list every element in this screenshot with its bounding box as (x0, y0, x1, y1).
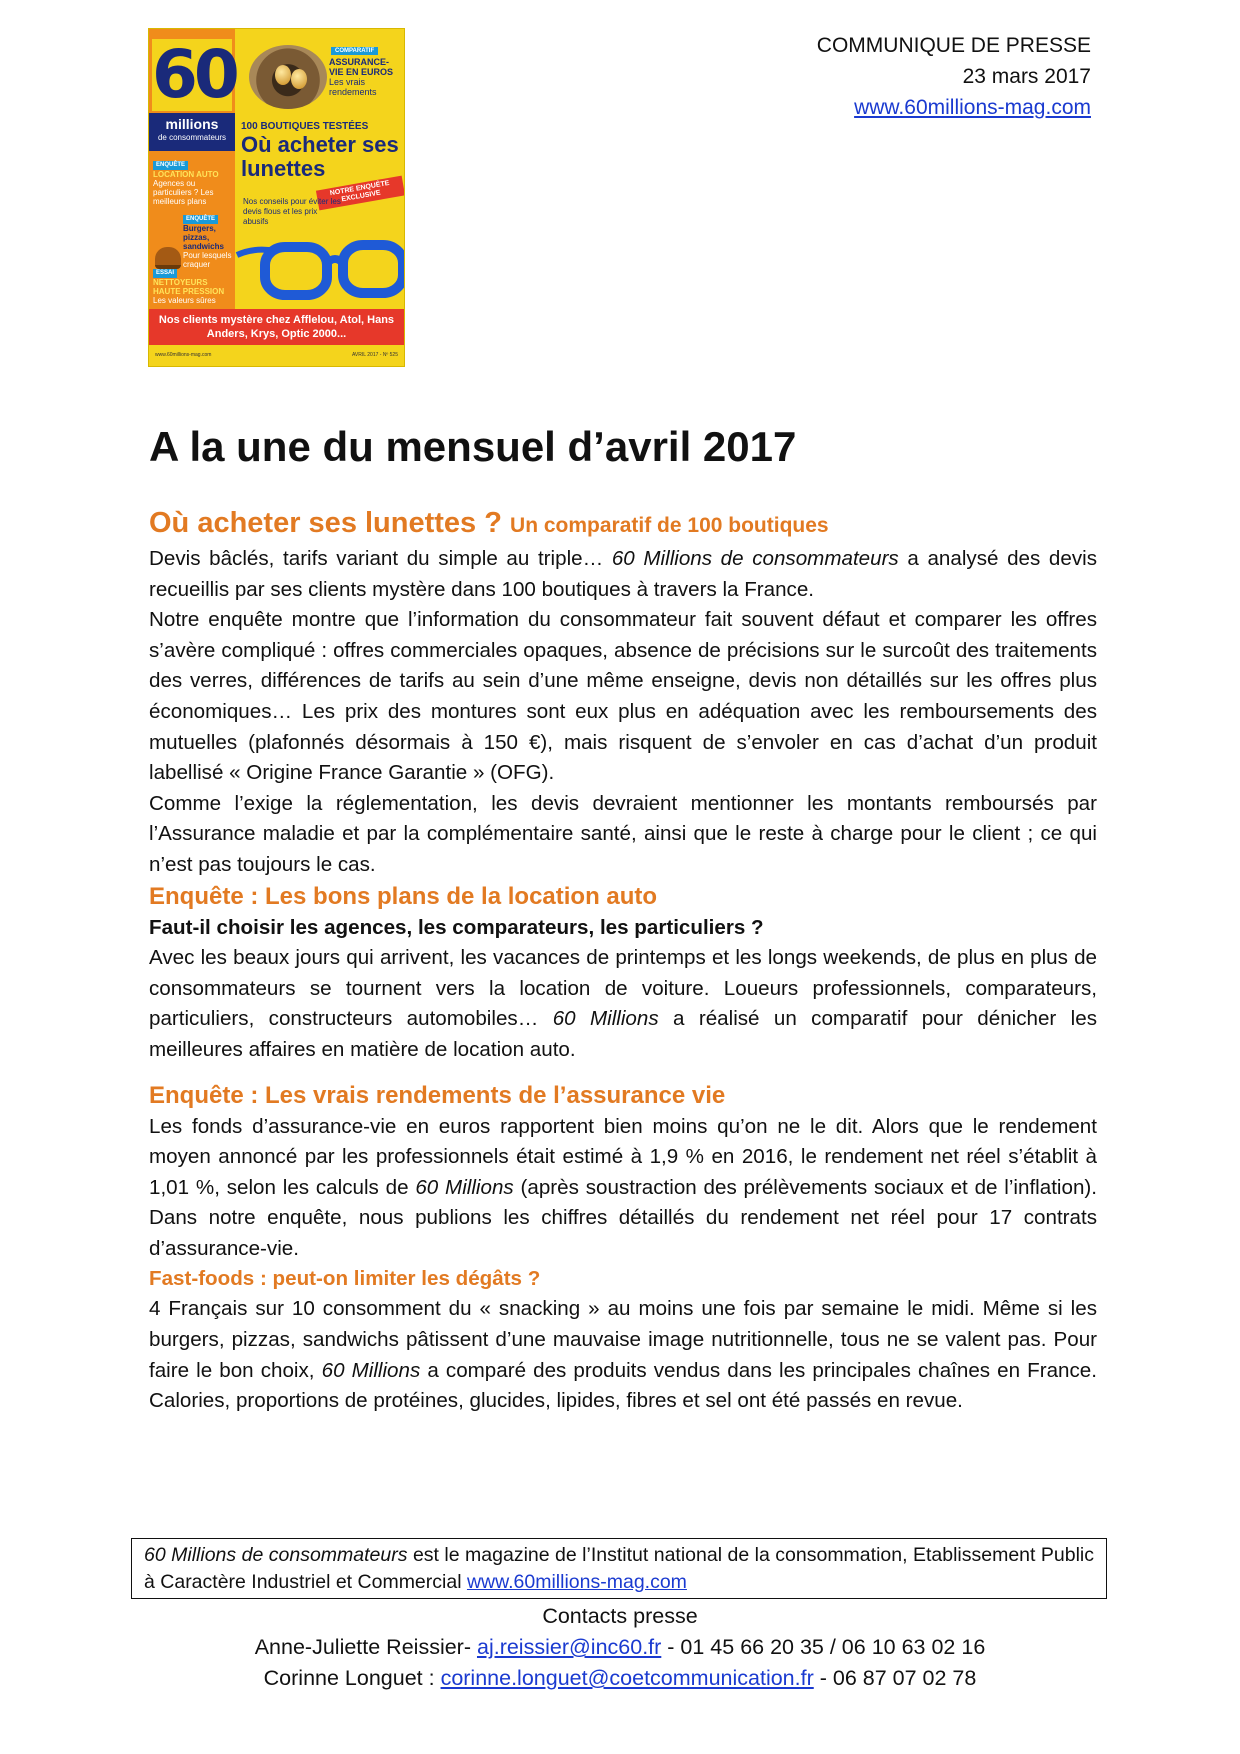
text-run: 4 Français sur 10 consomment du « snacking » au moins une fois par semaine le midi. Même si les burgers, pizzas, sandwichs pâtissent d’une mauvaise image nutritionnelle, tous ne se valent pas. Pour faire le bon choix, (149, 1297, 1097, 1382)
press-contacts (0, 1601, 1240, 1694)
contact-line (0, 1632, 1240, 1663)
cover-side-title: Burgers, pizzas, sandwichs (183, 224, 224, 251)
cover-logo-number: 60 (152, 36, 236, 113)
contact-name: Anne-Juliette Reissier- (254, 1635, 477, 1659)
section-heading-location-auto: Enquête : Les bons plans de la location auto (149, 882, 658, 910)
text-run: Les fonds d’assurance-vie en euros rapportent bien moins qu’on ne le dit. Alors que le rendement moyen annoncé par les professionnels était estimé à 1,9 % en 2016, le rendement net réel s’établit à 1,01 %, selon les calculs de (149, 1114, 1097, 1199)
paragraph: Comme l’exige la réglementation, les devis devraient mentionner les montants remboursés par l’Assurance maladie et par la complémentaire santé, ainsi que le reste à charge pour le client ; ce qui n’est pas toujours le cas. (149, 791, 1097, 876)
contact-phone: - 06 87 07 02 78 (813, 1666, 977, 1690)
contact-email-link[interactable]: corinne.longuet@coetcommunication.fr (440, 1666, 814, 1690)
about-text: est le magazine de l’Institut national de la consommation, Etablissement Public à Caractère Industriel et Commercial (144, 1544, 1094, 1593)
cover-footer (149, 345, 404, 366)
cover-top-tag: COMPARATIF (331, 47, 378, 55)
cover-boutiques: 100 BOUTIQUES TESTÉES (241, 121, 369, 132)
cover-side-tag: ESSAI (153, 269, 177, 278)
cover-side-title: NETTOYEURS HAUTE PRESSION (153, 278, 225, 296)
text-run: Avec les beaux jours qui arrivent, les vacances de printemps et les longs weekends, de plus en plus de consommateurs se tournent vers la location de voiture. Loueurs professionnels, comparateurs, particuliers, constructeurs automobiles… (149, 946, 1097, 1031)
footer-website-link[interactable]: www.60millions-mag.com (466, 1571, 687, 1593)
press-header (817, 30, 1091, 123)
text-run: a comparé des produits vendus dans les principales chaînes en France. Calories, proportions de protéines, glucides, lipides, fibres et sel ont été passés en revue. (149, 1358, 1097, 1413)
text-run: Devis bâclés, tarifs variant du simple au triple… (149, 547, 612, 570)
press-label: COMMUNIQUE DE PRESSE (816, 34, 1091, 57)
cover-logo-band (149, 113, 235, 151)
text-run: (après soustraction des prélèvements sociaux et de l’inflation). Dans notre enquête, nous publions les chiffres détaillés du rendement net réel pour 17 contrats d’assurance-vie. (149, 1175, 1097, 1260)
press-date: 23 mars 2017 (962, 65, 1091, 88)
cover-top-story (329, 57, 403, 97)
cover-logo-word: millions (165, 116, 219, 132)
contact-name: Corinne Longuet : (263, 1666, 441, 1690)
cover-side-item-fastfood (183, 213, 235, 269)
paragraph (149, 1294, 1097, 1416)
cover-bottom-banner: Nos clients mystère chez Afflelou, Atol, Hans Anders, Krys, Optic 2000... (149, 309, 404, 345)
page-title: A la une du mensuel d’avril 2017 (149, 423, 797, 470)
cover-top-sub: Les vrais rendements (329, 77, 377, 97)
golden-egg-icon (291, 69, 307, 89)
article-body (149, 505, 1097, 1417)
magazine-name: 60 Millions (415, 1175, 514, 1199)
section-heading-main: Où acheter ses lunettes ? (149, 507, 502, 539)
cover-stamp: NOTRE ENQUÊTE EXCLUSIVE (316, 176, 404, 211)
cover-headline: Où acheter ses lunettes (241, 132, 399, 181)
cover-side-title: LOCATION AUTO (153, 170, 219, 179)
about-box (131, 1538, 1107, 1599)
cover-sub: Nos conseils pour éviter les devis flous et les prix abusifs (243, 197, 341, 226)
section-heading-sub: Un comparatif de 100 boutiques (510, 514, 829, 537)
cover-side-sub: Agences ou particuliers ? Les meilleurs plans (153, 179, 214, 206)
cover-side-sub: Pour lesquels craquer (183, 251, 232, 269)
magazine-name: 60 Millions de consommateurs (144, 1544, 408, 1566)
paragraph (149, 1112, 1097, 1265)
cover-side-item-location (153, 159, 233, 206)
section-heading-assurance-vie: Enquête : Les vrais rendements de l’assurance vie (149, 1081, 726, 1109)
cover-footer-issue: AVRIL 2017 - Nº 525 (351, 352, 398, 358)
paragraph (149, 943, 1097, 1065)
section-question: Faut-il choisir les agences, les comparateurs, les particuliers ? (149, 915, 764, 939)
contacts-title: Contacts presse (542, 1604, 698, 1628)
section-heading-fast-foods: Fast-foods : peut-on limiter les dégâts ? (149, 1267, 541, 1291)
burger-icon (155, 247, 181, 269)
paragraph: Notre enquête montre que l’information du consommateur fait souvent défaut et comparer les offres s’avère compliqué : offres commerciales opaques, absence de précisions sur le surcoût des traitements des verres, différences de tarifs au sein d’une même enseigne, devis non détaillés sur les offres plus économiques… Les prix des montures sont eux plus en adéquation avec les remboursements des mutuelles (plafonnés désormais à 150 €), mais risquent de s’envoler en cas d’achat d’un produit labellisé « Origine France Garantie » (OFG). (149, 608, 1097, 785)
contact-email-link[interactable]: aj.reissier@inc60.fr (476, 1635, 662, 1659)
contact-line (0, 1663, 1240, 1694)
text-run: a réalisé un comparatif pour dénicher les meilleures affaires en matière de location auto. (149, 1007, 1097, 1061)
magazine-name: 60 Millions (552, 1007, 659, 1031)
contact-phone: - 01 45 66 20 35 / 06 10 63 02 16 (661, 1635, 986, 1659)
magazine-name: 60 Millions (321, 1358, 421, 1382)
cover-footer-url: www.60millions-mag.com (155, 352, 212, 358)
section-heading-lunettes (149, 505, 1097, 544)
cover-side-tag: ENQUÊTE (183, 215, 218, 224)
glasses-icon (235, 225, 404, 311)
cover-top-title: ASSURANCE-VIE EN EUROS (329, 57, 394, 77)
header-website-link[interactable]: www.60millions-mag.com (854, 96, 1091, 119)
cover-side-item-nettoyeurs (153, 267, 233, 305)
cover-side-sub: Les valeurs sûres (153, 296, 216, 305)
magazine-cover-image (149, 29, 404, 366)
paragraph (149, 544, 1097, 605)
magazine-name: 60 Millions de consommateurs (611, 547, 899, 570)
cover-logo-small: de consommateurs (157, 133, 227, 142)
golden-egg-icon (275, 65, 291, 85)
text-run: a analysé des devis recueillis par ses clients mystère dans 100 boutiques à travers la France. (149, 547, 1097, 601)
cover-side-tag: ENQUÊTE (153, 161, 188, 170)
